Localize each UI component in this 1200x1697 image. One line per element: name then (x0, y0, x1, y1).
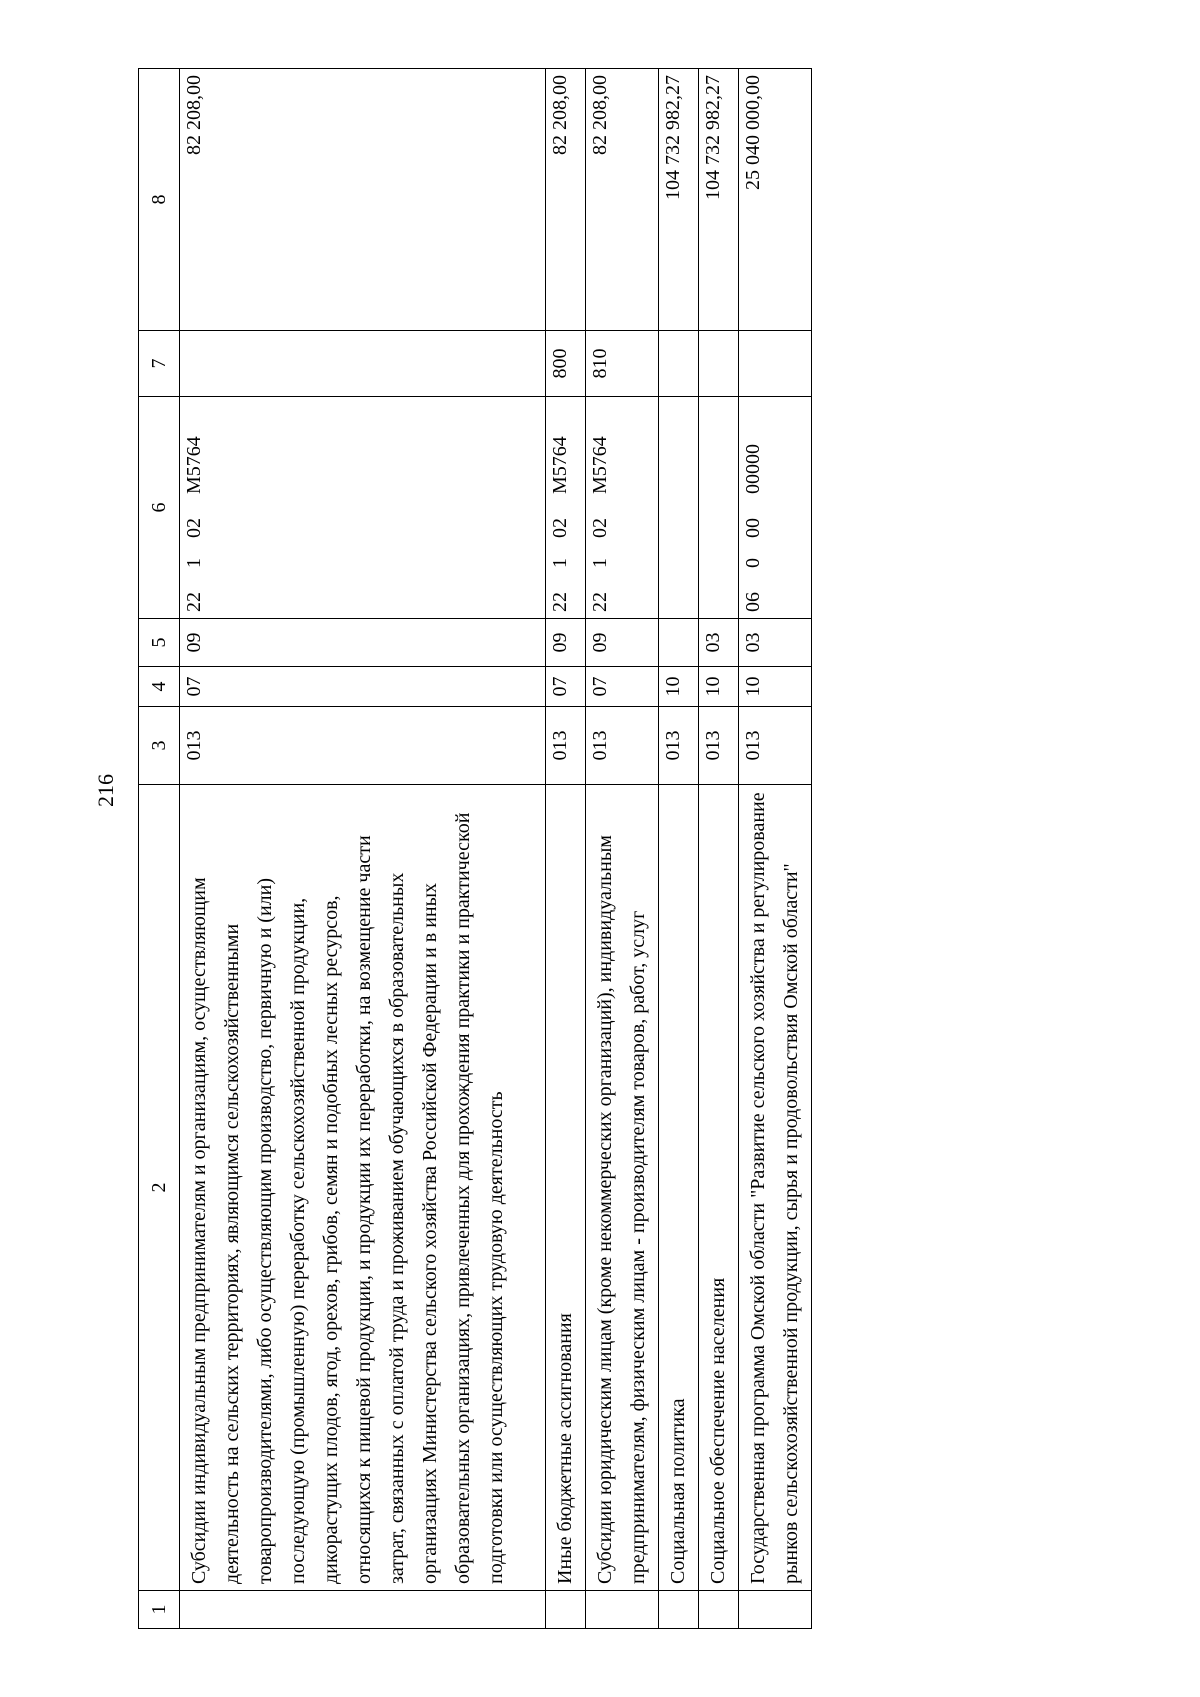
subsection-code-cell: 09 (546, 619, 586, 667)
table-row (546, 69, 586, 1629)
ministry-code-cell: 013 (699, 707, 739, 785)
column-header-row (139, 69, 180, 1629)
subsection-code-cell: 09 (586, 619, 659, 667)
expense-name-cell: Субсидии индивидуальным предпринимателям и организациям, осуществляющим деятельность на сельских территориях, являющимся сельскохозяйственными товаропроизводителями, либо осуществляющим производство, первичную и (или) последующую (промышленную) переработку сельскохозяйственной продукции, дикорастущих плодов, ягод, орехов, грибов, семян и подобных лесных ресурсов, относящихся к пищевой продукции, и продукции их переработки, на возмещение части затрат, связанных с оплатой труда и проживанием обучающихся в образовательных организациях Министерства сельского хозяйства Российской Федерации и в иных образовательных организациях, привлеченных для прохождения практики и практической подготовки или осуществляющих трудовую деятельность (180, 785, 546, 1591)
section-code-cell: 07 (180, 667, 546, 707)
subsection-code-cell: 09 (180, 619, 546, 667)
amount-cell: 25 040 000,00 (739, 69, 812, 331)
column-header: 2 (139, 785, 180, 1591)
section-code-cell: 10 (739, 667, 812, 707)
page-number: 216 (93, 774, 118, 807)
ministry-code-cell: 013 (659, 707, 699, 785)
ministry-code-cell: 013 (586, 707, 659, 785)
amount-cell: 82 208,00 (180, 69, 546, 331)
column-header: 1 (139, 1591, 180, 1629)
column-header: 4 (139, 667, 180, 707)
row-number-cell (586, 1591, 659, 1629)
ministry-code-cell: 013 (180, 707, 546, 785)
ministry-code-cell: 013 (739, 707, 812, 785)
amount-cell: 82 208,00 (546, 69, 586, 331)
expense-name-cell: Социальная политика (659, 785, 699, 1591)
section-code-cell: 10 (659, 667, 699, 707)
subsection-code-cell: 03 (699, 619, 739, 667)
expense-type-cell (699, 331, 739, 397)
ministry-code-cell: 013 (546, 707, 586, 785)
table-row (659, 69, 699, 1629)
column-header: 3 (139, 707, 180, 785)
table-row (180, 69, 546, 1629)
target-article-cell: 22102M5764 (180, 397, 546, 619)
expense-type-cell: 800 (546, 331, 586, 397)
section-code-cell: 07 (546, 667, 586, 707)
row-number-cell (699, 1591, 739, 1629)
amount-cell: 82 208,00 (586, 69, 659, 331)
expense-type-cell (180, 331, 546, 397)
amount-cell: 104 732 982,27 (659, 69, 699, 331)
target-article-cell: 22102M5764 (546, 397, 586, 619)
amount-cell: 104 732 982,27 (699, 69, 739, 331)
expense-name-cell: Субсидии юридическим лицам (кроме некоммерческих организаций), индивидуальным предпринимателям, физическим лицам - производителям товаров, работ, услуг (586, 785, 659, 1591)
target-article-cell (659, 397, 699, 619)
target-article-cell (699, 397, 739, 619)
column-header: 6 (139, 397, 180, 619)
table-row (699, 69, 739, 1629)
row-number-cell (546, 1591, 586, 1629)
expense-name-cell: Иные бюджетные ассигнования (546, 785, 586, 1591)
subsection-code-cell: 03 (739, 619, 812, 667)
expense-type-cell: 810 (586, 331, 659, 397)
target-article-cell: 22102M5764 (586, 397, 659, 619)
row-number-cell (659, 1591, 699, 1629)
column-header: 8 (139, 69, 180, 331)
section-code-cell: 10 (699, 667, 739, 707)
table-row (739, 69, 812, 1629)
budget-table (138, 68, 812, 1629)
column-header: 7 (139, 331, 180, 397)
target-article-cell: 0600000000 (739, 397, 812, 619)
expense-type-cell (659, 331, 699, 397)
expense-name-cell: Социальное обеспечение населения (699, 785, 739, 1591)
section-code-cell: 07 (586, 667, 659, 707)
column-header: 5 (139, 619, 180, 667)
row-number-cell (180, 1591, 546, 1629)
subsection-code-cell (659, 619, 699, 667)
row-number-cell (739, 1591, 812, 1629)
table-row (586, 69, 659, 1629)
expense-type-cell (739, 331, 812, 397)
expense-name-cell: Государственная программа Омской области "Развитие сельского хозяйства и регулирование рынков сельскохозяйственной продукции, сырья и продовольствия Омской области" (739, 785, 812, 1591)
